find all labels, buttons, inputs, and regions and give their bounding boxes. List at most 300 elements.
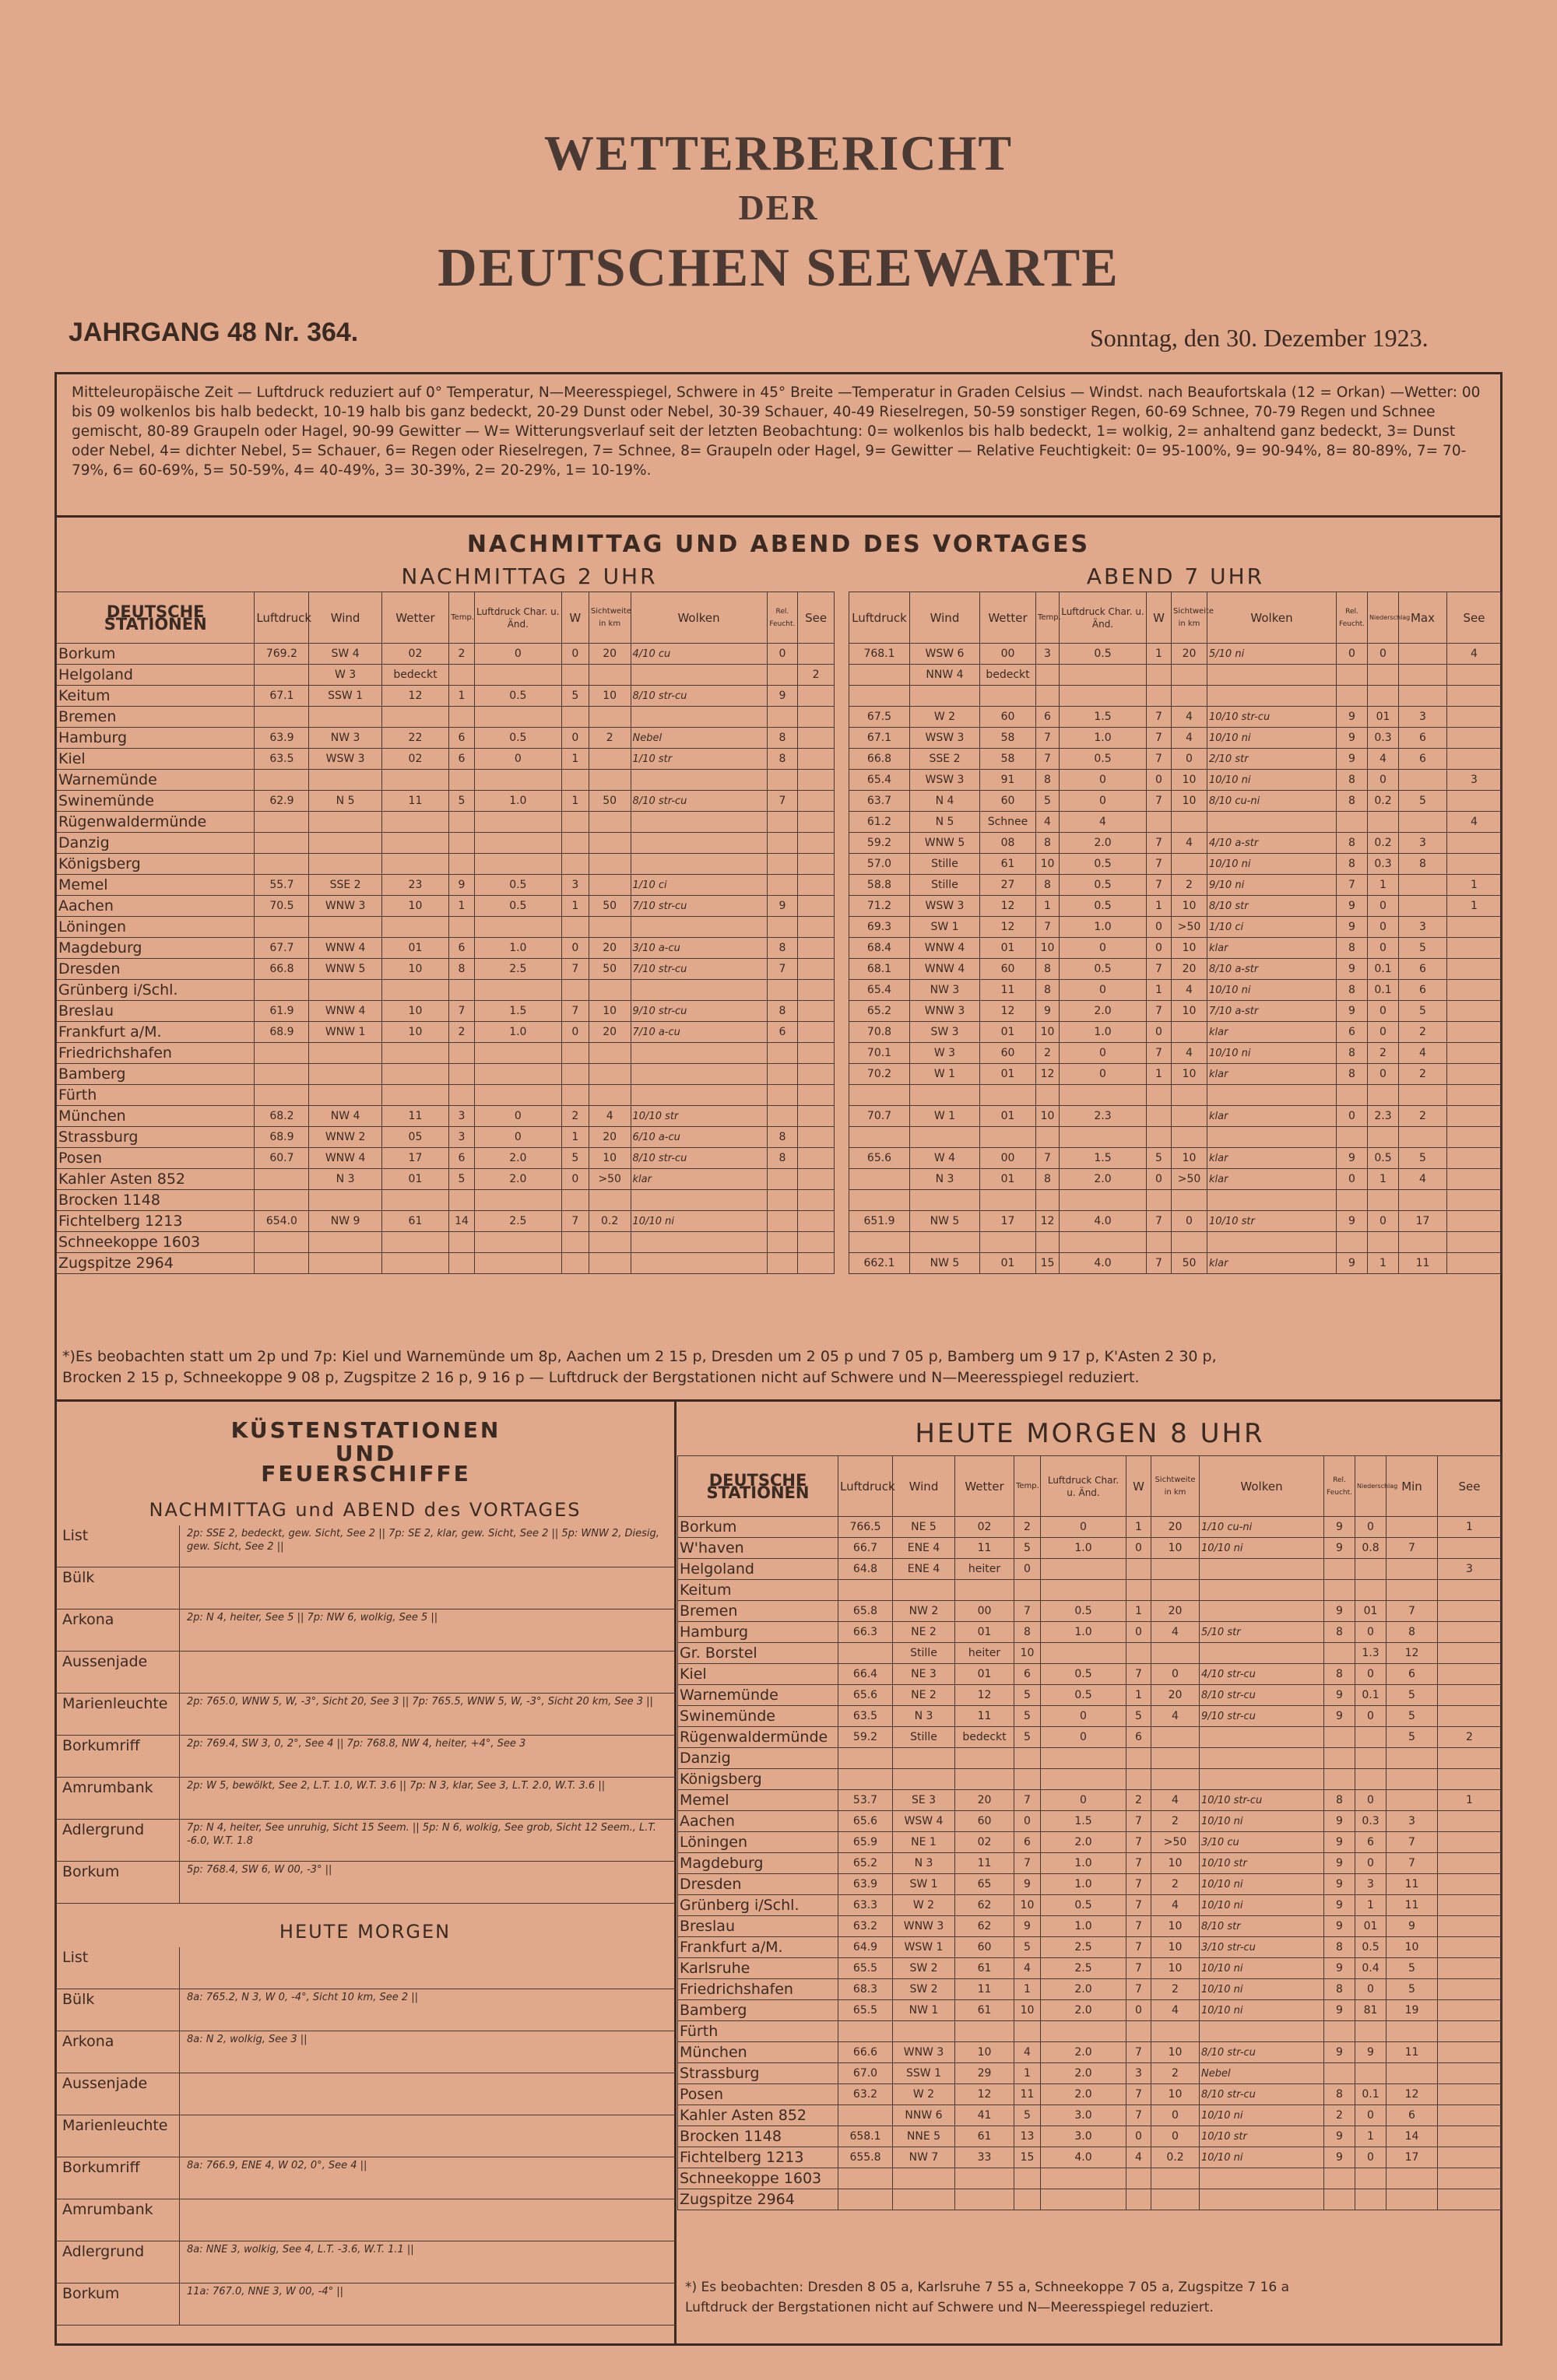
cell-wolken: klar <box>1207 1022 1337 1043</box>
cell-temp: 6 <box>449 1148 475 1169</box>
cell-luftdruck: 65.5 <box>838 2000 893 2021</box>
cell-niederschlag: 0.5 <box>1355 1937 1387 1958</box>
kueste-row <box>56 2115 676 2157</box>
table-row <box>57 1043 835 1064</box>
col-see: See <box>798 592 835 644</box>
cell-temp: 7 <box>1014 1601 1041 1622</box>
cell-w: 7 <box>1147 959 1172 980</box>
cell-w: 7 <box>1126 1853 1151 1874</box>
cell-luftdruck <box>849 1169 910 1190</box>
cell-w: 0 <box>1126 1538 1151 1559</box>
cell-rel-feucht: 9 <box>1324 1685 1355 1706</box>
cell-see <box>798 1127 835 1148</box>
cell-sichtweite <box>589 854 631 875</box>
cell-luftdruck-char: 0 <box>1041 1706 1126 1727</box>
cell-temp: 4 <box>1014 2042 1041 2063</box>
cell-wolken <box>1200 1643 1324 1664</box>
cell-wetter: 01 <box>980 1064 1036 1085</box>
cell-sichtweite: 4 <box>1151 1790 1200 1811</box>
kueste-report: 8a: 766.9, ENE 4, W 02, 0°, See 4 || <box>187 2160 367 2171</box>
cell-w: 7 <box>1147 854 1172 875</box>
cell-temp: 2 <box>1036 1043 1060 1064</box>
kueste-station: Adlergrund <box>62 2243 145 2260</box>
cell-wolken: Nebel <box>1200 2063 1324 2084</box>
cell-luftdruck-char: 2.5 <box>474 1211 561 1232</box>
cell-wetter: 10 <box>381 1022 448 1043</box>
kueste-station: Adlergrund <box>62 1821 145 1838</box>
cell-wolken: klar <box>1207 1169 1337 1190</box>
kueste-report: 5p: 768.4, SW 6, W 00, -3° || <box>187 1864 332 1876</box>
col-luftdruck: Luftdruck <box>838 1456 893 1517</box>
cell-rel-feucht: 8 <box>1337 791 1368 812</box>
cell-temp: 9 <box>1036 1001 1060 1022</box>
table-row <box>849 1253 1502 1274</box>
cell-wolken <box>1207 1127 1337 1148</box>
cell-luftdruck <box>838 2189 893 2210</box>
cell-wolken: 9/10 ni <box>1207 875 1337 896</box>
cell-rel-feucht <box>1324 1559 1355 1580</box>
cell-temp: 7 <box>1036 728 1060 749</box>
cell-min: 5 <box>1387 1706 1438 1727</box>
cell-temp: 6 <box>449 749 475 770</box>
cell-rel-feucht: 9 <box>1324 1601 1355 1622</box>
table-row <box>849 1232 1502 1253</box>
cell-rel-feucht: 9 <box>1324 2000 1355 2021</box>
cell-rel-feucht: 9 <box>1337 896 1368 917</box>
cell-max: 6 <box>1399 749 1447 770</box>
cell-rel-feucht: 9 <box>1324 2042 1355 2063</box>
cell-sichtweite <box>589 1064 631 1085</box>
cell-see <box>1438 1937 1502 1958</box>
cell-rel-feucht <box>1324 1748 1355 1769</box>
cell-wetter: bedeckt <box>980 665 1036 686</box>
table-row <box>678 2147 1502 2168</box>
cell-see <box>1447 1148 1502 1169</box>
cell-w: 7 <box>1126 1832 1151 1853</box>
cell-w: 7 <box>561 1001 589 1022</box>
cell-min: 5 <box>1387 1979 1438 2000</box>
cell-sichtweite <box>1172 1085 1207 1106</box>
cell-wind <box>309 1190 381 1211</box>
col-rel-feucht: Rel. Feucht. <box>1324 1456 1355 1517</box>
cell-luftdruck <box>849 1127 910 1148</box>
cell-sichtweite: 10 <box>1172 938 1207 959</box>
station-name: Zugspitze 2964 <box>678 2189 838 2210</box>
cell-wolken: 8/10 str-cu <box>1200 1685 1324 1706</box>
table-row <box>849 728 1502 749</box>
cell-wolken: 10/10 ni <box>1200 1979 1324 2000</box>
cell-wind: NNE 5 <box>893 2126 955 2147</box>
cell-temp: 8 <box>1014 1622 1041 1643</box>
cell-temp <box>449 1190 475 1211</box>
table-row <box>678 1643 1502 1664</box>
cell-wolken: 7/10 str-cu <box>631 959 767 980</box>
cell-w: 7 <box>1147 791 1172 812</box>
cell-wolken: 8/10 str <box>1200 1916 1324 1937</box>
kueste-report: 7p: N 4, heiter, See unruhig, Sicht 15 Seem. || 5p: N 6, wolkig, See grob, Sicht 12 Seem., L.T. -6.0, W.T. 1.8 <box>187 1822 656 1847</box>
cell-see <box>1447 728 1502 749</box>
cell-luftdruck: 66.3 <box>838 1622 893 1643</box>
cell-luftdruck-char: 2.0 <box>1060 1001 1147 1022</box>
table-row <box>849 1148 1502 1169</box>
cell-sichtweite: 0 <box>1172 749 1207 770</box>
cell-see <box>1438 1685 1502 1706</box>
cell-see <box>1438 2126 1502 2147</box>
cell-see <box>798 938 835 959</box>
cell-niederschlag: 1.3 <box>1355 1643 1387 1664</box>
station-name: Memel <box>57 875 255 896</box>
table-row <box>849 938 1502 959</box>
kueste-station: Aussenjade <box>62 1653 148 1670</box>
cell-rel-feucht <box>767 854 798 875</box>
cell-min: 6 <box>1387 1664 1438 1685</box>
table-row <box>57 854 835 875</box>
cell-wetter <box>381 980 448 1001</box>
cell-niederschlag <box>1355 2063 1387 2084</box>
cell-luftdruck-char: 0 <box>1060 980 1147 1001</box>
cell-see <box>798 728 835 749</box>
col-temp: Temp. <box>1036 592 1060 644</box>
cell-rel-feucht: 8 <box>1324 1790 1355 1811</box>
cell-luftdruck-char <box>474 1064 561 1085</box>
cell-niederschlag <box>1355 1727 1387 1748</box>
table-row <box>678 1517 1502 1538</box>
station-name: Posen <box>57 1148 255 1169</box>
cell-wetter: 02 <box>955 1832 1014 1853</box>
cell-see <box>1447 833 1502 854</box>
kueste-report: 2p: SSE 2, bedeckt, gew. Sicht, See 2 || 7p: SE 2, klar, gew. Sicht, See 2 || 5p: WNW 2, Diesig, gew. Sicht, See 2 || <box>187 1528 659 1553</box>
cell-wind <box>893 2189 955 2210</box>
cell-wetter <box>955 2168 1014 2189</box>
kueste-report: 2p: W 5, bewölkt, See 2, L.T. 1.0, W.T. 3.6 || 7p: N 3, klar, See 3, L.T. 2.0, W.T. 3.6 || <box>187 1780 606 1792</box>
table-row <box>678 1811 1502 1832</box>
cell-wolken: 4/10 str-cu <box>1200 1664 1324 1685</box>
cell-wetter: 12 <box>381 686 448 707</box>
cell-w <box>561 833 589 854</box>
cell-w: 7 <box>1147 1043 1172 1064</box>
cell-max: 4 <box>1399 1169 1447 1190</box>
cell-wind: Stille <box>910 875 980 896</box>
cell-max: 3 <box>1399 917 1447 938</box>
cell-temp: 7 <box>1014 1853 1041 1874</box>
cell-temp: 13 <box>1014 2126 1041 2147</box>
kueste-column-divider <box>179 1820 180 1862</box>
cell-rel-feucht: 9 <box>1324 2126 1355 2147</box>
cell-w: 0 <box>1126 2000 1151 2021</box>
cell-rel-feucht: 8 <box>1337 980 1368 1001</box>
cell-w: 1 <box>1147 1064 1172 1085</box>
cell-luftdruck: 55.7 <box>255 875 309 896</box>
station-name: Friedrichshafen <box>57 1043 255 1064</box>
kueste-heute-head: HEUTE MORGEN <box>279 1921 452 1943</box>
cell-see <box>798 770 835 791</box>
cell-wetter: 10 <box>381 959 448 980</box>
cell-min: 17 <box>1387 2147 1438 2168</box>
cell-wetter <box>955 1580 1014 1601</box>
cell-niederschlag: 9 <box>1355 2042 1387 2063</box>
cell-wetter: 02 <box>381 749 448 770</box>
cell-sichtweite: 50 <box>1172 1253 1207 1274</box>
cell-temp: 8 <box>1036 875 1060 896</box>
cell-see <box>798 1043 835 1064</box>
cell-sichtweite <box>1151 2021 1200 2042</box>
cell-luftdruck-char: 0.5 <box>474 728 561 749</box>
cell-rel-feucht: 6 <box>1337 1022 1368 1043</box>
cell-wolken <box>631 854 767 875</box>
cell-luftdruck-char: 1.0 <box>1060 1022 1147 1043</box>
station-name: Löningen <box>57 917 255 938</box>
cell-wind: SE 3 <box>893 1790 955 1811</box>
cell-w <box>561 1085 589 1106</box>
table-row <box>849 1043 1502 1064</box>
cell-w: 4 <box>1126 2147 1151 2168</box>
abend-title: ABEND 7 UHR <box>1086 563 1265 589</box>
cell-wetter <box>381 854 448 875</box>
cell-wetter: heiter <box>955 1643 1014 1664</box>
cell-w <box>561 770 589 791</box>
stations-header: DEUTSCHE STATIONEN <box>57 592 255 644</box>
cell-sichtweite <box>589 1253 631 1274</box>
cell-luftdruck: 63.7 <box>849 791 910 812</box>
cell-w: 7 <box>1126 2042 1151 2063</box>
cell-luftdruck <box>849 686 910 707</box>
cell-rel-feucht: 8 <box>767 1001 798 1022</box>
cell-wolken: 8/10 str-cu <box>631 686 767 707</box>
cell-wolken <box>1200 2021 1324 2042</box>
cell-w: 0 <box>561 644 589 665</box>
cell-w <box>1126 1580 1151 1601</box>
kueste-column-divider <box>179 1567 180 1609</box>
kueste-station: Borkum <box>62 1863 120 1880</box>
cell-w <box>1147 1190 1172 1211</box>
cell-w <box>561 980 589 1001</box>
cell-wetter: 22 <box>381 728 448 749</box>
cell-luftdruck-char: 1.5 <box>1060 1148 1147 1169</box>
cell-see <box>1438 2084 1502 2105</box>
cell-see <box>1438 1853 1502 1874</box>
cell-wolken: 8/10 str-cu <box>1200 2084 1324 2105</box>
cell-luftdruck <box>838 2105 893 2126</box>
kueste-station: Bülk <box>62 1569 95 1586</box>
cell-rel-feucht: 7 <box>1337 875 1368 896</box>
cell-rel-feucht: 8 <box>1337 770 1368 791</box>
cell-wind: WNW 1 <box>309 1022 381 1043</box>
cell-min: 11 <box>1387 1895 1438 1916</box>
cell-min: 12 <box>1387 2084 1438 2105</box>
cell-niederschlag: 0 <box>1368 1211 1399 1232</box>
cell-niederschlag: 0.2 <box>1368 791 1399 812</box>
kueste-row <box>56 1862 676 1904</box>
cell-sichtweite: 10 <box>1151 2084 1200 2105</box>
cell-wetter: 01 <box>381 938 448 959</box>
cell-wind: N 5 <box>910 812 980 833</box>
cell-niederschlag <box>1355 1748 1387 1769</box>
cell-wetter: 60 <box>955 1937 1014 1958</box>
cell-sichtweite: 10 <box>1151 1853 1200 1874</box>
cell-temp: 5 <box>1014 1706 1041 1727</box>
middle-divider <box>54 1399 1503 1402</box>
cell-see <box>1438 1706 1502 1727</box>
cell-wind: NE 3 <box>893 1664 955 1685</box>
table-row <box>57 644 835 665</box>
cell-wetter: 11 <box>381 1106 448 1127</box>
cell-w <box>1126 1559 1151 1580</box>
cell-niederschlag: 2.3 <box>1368 1106 1399 1127</box>
cell-temp <box>1036 1232 1060 1253</box>
station-name: Bremen <box>57 707 255 728</box>
cell-wolken: klar <box>1207 1148 1337 1169</box>
cell-temp: 10 <box>1036 1106 1060 1127</box>
table-row <box>678 2105 1502 2126</box>
cell-sichtweite: 0 <box>1172 1211 1207 1232</box>
kueste-station: Arkona <box>62 1611 114 1628</box>
table-row <box>57 1106 835 1127</box>
cell-luftdruck-char: 0.5 <box>474 686 561 707</box>
kueste-row <box>56 1694 676 1736</box>
cell-temp: 5 <box>1014 1937 1041 1958</box>
table-row <box>57 980 835 1001</box>
table-row <box>57 1148 835 1169</box>
cell-luftdruck-char: 1.0 <box>1041 1538 1126 1559</box>
cell-wetter: 27 <box>980 875 1036 896</box>
cell-sichtweite: 4 <box>1151 1706 1200 1727</box>
cell-wind: NW 1 <box>893 2000 955 2021</box>
cell-wolken <box>1200 1748 1324 1769</box>
cell-rel-feucht <box>767 770 798 791</box>
cell-temp: 6 <box>1014 1664 1041 1685</box>
station-name: Schneekoppe 1603 <box>57 1232 255 1253</box>
cell-sichtweite: 4 <box>1172 833 1207 854</box>
kueste-station: Borkumriff <box>62 1737 140 1754</box>
col-wind: Wind <box>309 592 381 644</box>
cell-see <box>1438 1664 1502 1685</box>
cell-w: 7 <box>1147 1253 1172 1274</box>
cell-see: 4 <box>1447 644 1502 665</box>
cell-luftdruck: 68.1 <box>849 959 910 980</box>
cell-luftdruck-char: 1.0 <box>1041 1622 1126 1643</box>
table-row <box>849 791 1502 812</box>
cell-wind: NW 5 <box>910 1253 980 1274</box>
table-row <box>678 1853 1502 1874</box>
col-luftdruck-char: Luftdruck Char. u. Änd. <box>1060 592 1147 644</box>
cell-luftdruck: 66.8 <box>849 749 910 770</box>
cell-luftdruck-char <box>1041 1643 1126 1664</box>
cell-luftdruck: 65.4 <box>849 770 910 791</box>
cell-wind: WNW 3 <box>893 1916 955 1937</box>
cell-wind: NE 1 <box>893 1832 955 1853</box>
cell-max: 8 <box>1399 854 1447 875</box>
cell-temp: 8 <box>1036 980 1060 1001</box>
cell-sichtweite: 0.2 <box>589 1211 631 1232</box>
cell-rel-feucht: 9 <box>1324 1958 1355 1979</box>
station-name: Aachen <box>678 1811 838 1832</box>
cell-luftdruck: 70.1 <box>849 1043 910 1064</box>
table-row <box>678 1664 1502 1685</box>
cell-luftdruck-char: 2.3 <box>1060 1106 1147 1127</box>
cell-see <box>1438 2147 1502 2168</box>
cell-wind: NW 3 <box>910 980 980 1001</box>
cell-rel-feucht: 8 <box>767 1148 798 1169</box>
table-row <box>849 896 1502 917</box>
cell-rel-feucht: 9 <box>1337 1211 1368 1232</box>
cell-max <box>1399 1127 1447 1148</box>
cell-sichtweite: >50 <box>1151 1832 1200 1853</box>
cell-luftdruck <box>255 770 309 791</box>
col-wind: Wind <box>910 592 980 644</box>
cell-sichtweite: 20 <box>1172 959 1207 980</box>
cell-wolken: 6/10 a-cu <box>631 1127 767 1148</box>
cell-temp <box>1014 2189 1041 2210</box>
col-sichtweite: Sichtweite in km <box>1172 592 1207 644</box>
cell-rel-feucht <box>1337 1085 1368 1106</box>
cell-sichtweite: 10 <box>1151 1538 1200 1559</box>
cell-luftdruck-char: 0.5 <box>1041 1685 1126 1706</box>
cell-luftdruck-char: 2.5 <box>1041 1958 1126 1979</box>
cell-min <box>1387 2189 1438 2210</box>
cell-wolken <box>631 917 767 938</box>
cell-wolken: 10/10 ni <box>1207 980 1337 1001</box>
table-row <box>678 2168 1502 2189</box>
col-max: Max <box>1399 592 1447 644</box>
cell-luftdruck-char: 1.5 <box>1041 1811 1126 1832</box>
cell-wetter: 61 <box>980 854 1036 875</box>
kueste-row <box>56 1567 676 1609</box>
cell-temp <box>1014 2021 1041 2042</box>
cell-rel-feucht <box>767 1106 798 1127</box>
cell-sichtweite <box>1172 686 1207 707</box>
cell-sichtweite: 10 <box>1172 791 1207 812</box>
station-name: Königsberg <box>57 854 255 875</box>
cell-w <box>1126 1748 1151 1769</box>
table-row <box>57 917 835 938</box>
cell-luftdruck: 68.4 <box>849 938 910 959</box>
cell-wolken: 10/10 ni <box>631 1211 767 1232</box>
cell-rel-feucht: 7 <box>767 791 798 812</box>
cell-sichtweite <box>589 1085 631 1106</box>
cell-w <box>1147 812 1172 833</box>
cell-min: 5 <box>1387 1685 1438 1706</box>
cell-sichtweite <box>1172 1190 1207 1211</box>
cell-luftdruck-char <box>1041 2189 1126 2210</box>
cell-luftdruck-char: 2.0 <box>1060 833 1147 854</box>
kueste-column-divider <box>179 2031 180 2073</box>
cell-max: 3 <box>1399 707 1447 728</box>
cell-max: 6 <box>1399 728 1447 749</box>
cell-luftdruck: 655.8 <box>838 2147 893 2168</box>
cell-temp: 14 <box>449 1211 475 1232</box>
cell-luftdruck: 61.2 <box>849 812 910 833</box>
cell-luftdruck-char: 0.5 <box>1060 854 1147 875</box>
cell-wetter: 65 <box>955 1874 1014 1895</box>
cell-temp <box>449 1043 475 1064</box>
cell-luftdruck <box>849 1190 910 1211</box>
cell-temp <box>449 1253 475 1274</box>
cell-w <box>1147 686 1172 707</box>
cell-luftdruck: 65.6 <box>849 1148 910 1169</box>
cell-temp: 5 <box>1036 791 1060 812</box>
cell-min: 5 <box>1387 1727 1438 1748</box>
station-name: Danzig <box>57 833 255 854</box>
cell-wetter: 61 <box>955 2000 1014 2021</box>
cell-wetter: 12 <box>980 917 1036 938</box>
table-row <box>57 749 835 770</box>
station-name: Hamburg <box>678 1622 838 1643</box>
cell-sichtweite: 2 <box>1151 1874 1200 1895</box>
cell-niederschlag: 2 <box>1368 1043 1399 1064</box>
cell-wetter: 10 <box>381 1001 448 1022</box>
station-name: Dresden <box>57 959 255 980</box>
cell-w <box>1147 1127 1172 1148</box>
